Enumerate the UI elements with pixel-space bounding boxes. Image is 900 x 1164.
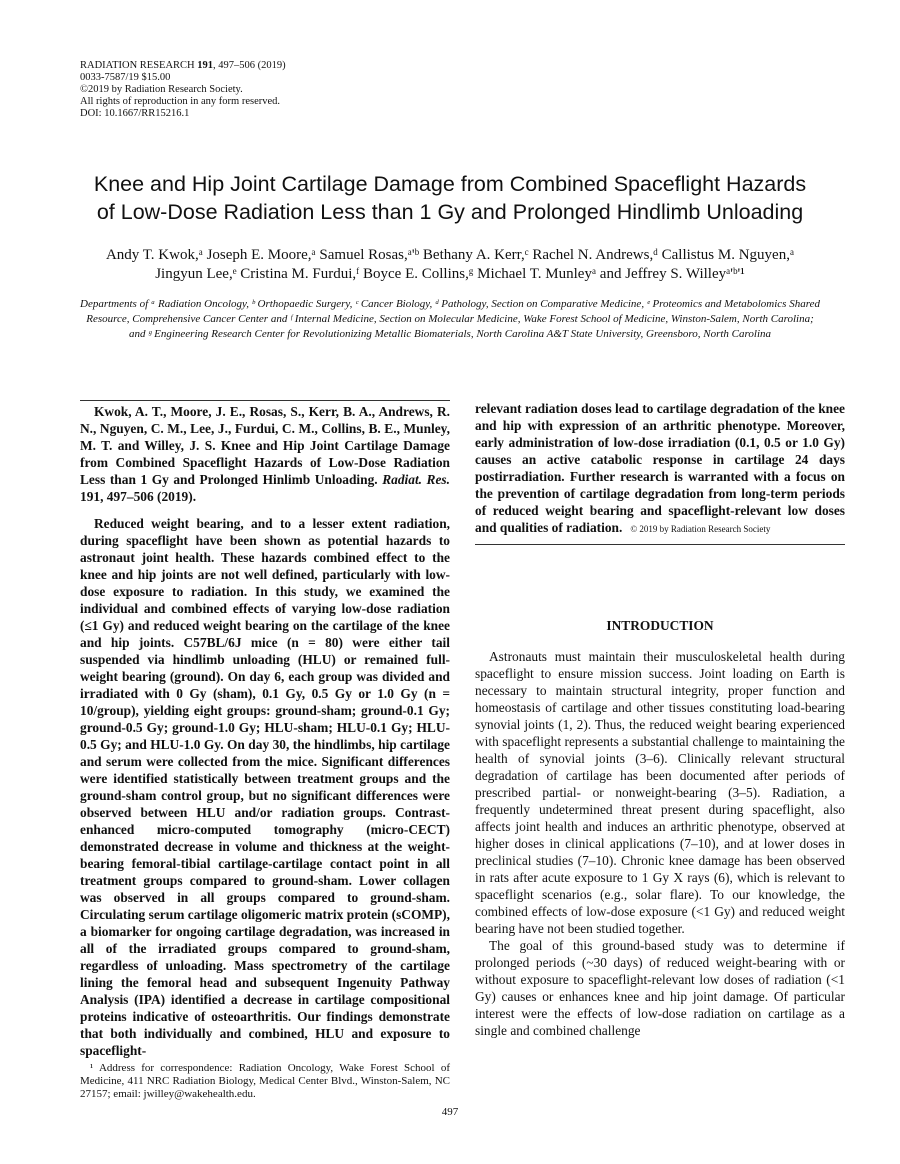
journal-volume: 191: [197, 60, 214, 71]
authors-line-2: Jingyun Lee,ᵉ Cristina M. Furdui,ᶠ Boyce E. Collins,ᵍ Michael T. Munleyᵃ and Jeffrey S. Willeyᵃ'ᵇ'¹: [155, 266, 745, 282]
abstract-left: Reduced weight bearing, and to a lesser extent radiation, during spaceflight have been shown as potential hazards to astronaut joint health. These hazards combined effect to the knee and hip joints are not well defined, particularly with low-dose exposure to radiation. In this study, we examined the individual and combined effects of varying low-dose radiation (≤1 Gy) and reduced weight bearing on the cartilage of the knee and hip joints. C57BL/6J mice (n = 80) were either tail suspended via hindlimb unloading (HLU) or remained full-weight bearing (ground). On day 6, each group was divided and irradiated with 0 Gy (sham), 0.1 Gy, 0.5 Gy or 1.0 Gy (n = 10/group), yielding eight groups: ground-sham; ground-0.1 Gy; ground-0.5 Gy; ground-1.0 Gy; HLU-sham; HLU-0.1 Gy; HLU-0.5 Gy; and HLU-1.0 Gy. On day 30, the hindlimbs, hip cartilage and serum were collected from the mice. Significant differences were identified statistically between treatment groups and the ground-sham control group, but no significant differences were observed between HLU and/or radiation groups. Contrast-enhanced micro-computed tomography (micro-CECT) demonstrated decrease in volume and thickness at the weight-bearing femoral-tibial cartilage-cartilage contact point in all treatment groups compared to ground-sham. Lower collagen was observed in all groups compared to ground-sham. Circulating serum cartilage oligomeric matrix protein (sCOMP), a biomarker for ongoing cartilage degradation, was increased in all of the irradiated groups compared to ground-sham, regardless of unloading. Mass spectrometry of the cartilage lining the femoral head and subsequent Ingenuity Pathway Analysis (IPA) identified a decrease in cartilage compositional proteins indicative of osteoarthritis. Our findings demonstrate that both individually and combined, HLU and exposure to spaceflight-: [80, 516, 450, 1058]
journal-citation-line: [80, 60, 286, 72]
citation-ref: 191, 497–506 (2019).: [80, 489, 197, 504]
page-number: 497: [441, 1106, 459, 1118]
footnote: ¹ Address for correspondence: Radiation Oncology, Wake Forest School of Medicine, 411 NRC Radiation Biology, Medical Center Blvd., Winston-Salem, NC 27157; email: jwilley@wakehealth.edu.: [80, 1062, 450, 1100]
citation-text: Kwok, A. T., Moore, J. E., Rosas, S., Kerr, B. A., Andrews, R. N., Nguyen, C. M., Lee, J., Furdui, C. M., Collins, B. E., Munley, M. T. and Willey, J. S. Knee and Hip Joint Cartilage Damage from Combined Spaceflight Hazards of Low-Dose Radiation Less than 1 Gy and Prolonged Hinlimb Unloading.: [80, 404, 450, 487]
abstract-copyright: © 2019 by Radiation Research Society: [630, 524, 771, 534]
journal-pages: , 497–506 (2019): [213, 60, 286, 71]
journal-doi: DOI: 10.1667/RR15216.1: [80, 108, 190, 119]
journal-header: [80, 60, 286, 120]
abstract-right-text: relevant radiation doses lead to cartilage degradation of the knee and hip with expression of an arthritic phenotype. Moreover, early administration of low-dose irradiation (0.1, 0.5 or 1.0 Gy) causes an active catabolic response in cartilage 24 days postirradiation. Further research is warranted with a focus on the prevention of cartilage degradation from long-term periods of reduced weight bearing and spaceflight-relevant low doses and qualities of radiation.: [475, 401, 845, 535]
abstract-end-rule: [475, 544, 845, 545]
abstract-right: [475, 400, 845, 538]
intro-paragraph-1: Astronauts must maintain their musculoskeletal health during spaceflight to ensure mission success. Joint loading on Earth is necessary to maintain structural integrity, proper function and homeostasis of cartilage and other tissues constituting load-bearing synovial joints (1, 2). Thus, the reduced weight bearing experienced with spaceflight represents a substantial challenge to maintaining the health of synovial joints (3–6). Clinically relevant structural degradation of cartilage has been documented after periods of prescribed partial- or nonweight-bearing (3–5). Radiation, a frequently undetermined threat present during spaceflight, also affects joint health and induces an arthritic phenotype, observed at higher doses in clinical applications (7–10), and at lower doses in preclinical studies (7–10). Chronic knee damage has been observed in rats after acute exposure to 1 Gy X rays (6), which is relevant to spaceflight scenarios (e.g., solar flare). To our knowledge, the combined effects of low-dose exposure (<1 Gy) and reduced weight bearing have not been studied together.: [475, 649, 845, 936]
affiliations: Departments of ᵃ Radiation Oncology, ᵇ Orthopaedic Surgery, ᶜ Cancer Biology, ᵈ Pathology, Section on Comparative Medicine, ᵉ Proteomics and Metabolomics Shared Resource, Comprehensive Cancer Center and ᶠ Internal Medicine, Section on Molecular Medicine, Wake Forest School of Medicine, Winston-Salem, North Carolina; and ᵍ Engineering Research Center for Revolutionizing Metallic Biomaterials, North Carolina A&T State University, Greensboro, North Carolina: [80, 298, 820, 340]
section-heading-introduction: INTRODUCTION: [606, 618, 714, 633]
title-line-2: of Low-Dose Radiation Less than 1 Gy and Prolonged Hindlimb Unloading: [96, 200, 804, 224]
journal-copyright: ©2019 by Radiation Research Society.: [80, 84, 243, 95]
left-column: [80, 403, 450, 1059]
article-title: [60, 170, 840, 226]
journal-issn: 0033-7587/19 $15.00: [80, 72, 171, 83]
right-column: [475, 400, 845, 1039]
title-line-1: Knee and Hip Joint Cartilage Damage from Combined Spaceflight Hazards: [93, 172, 807, 196]
journal-name: RADIATION RESEARCH: [80, 60, 198, 71]
authors-line-1: Andy T. Kwok,ᵃ Joseph E. Moore,ᵃ Samuel Rosas,ᵃ'ᵇ Bethany A. Kerr,ᶜ Rachel N. Andrews,ᵈ Callistus M. Nguyen,ᵃ: [105, 247, 795, 263]
citation-block: [80, 403, 450, 505]
citation-journal: Radiat. Res.: [382, 472, 450, 487]
intro-paragraph-2: The goal of this ground-based study was to determine if prolonged periods (~30 days) of reduced weight-bearing with or without exposure to spaceflight-relevant low doses of radiation (<1 Gy) causes or enhances knee and hip joint damage. Of particular interest were the effects of low-dose radiation on cartilage as a single and combined challenge: [475, 938, 845, 1038]
author-list: [60, 246, 840, 284]
journal-rights: All rights of reproduction in any form reserved.: [80, 96, 281, 107]
left-column-rule: [80, 400, 450, 401]
